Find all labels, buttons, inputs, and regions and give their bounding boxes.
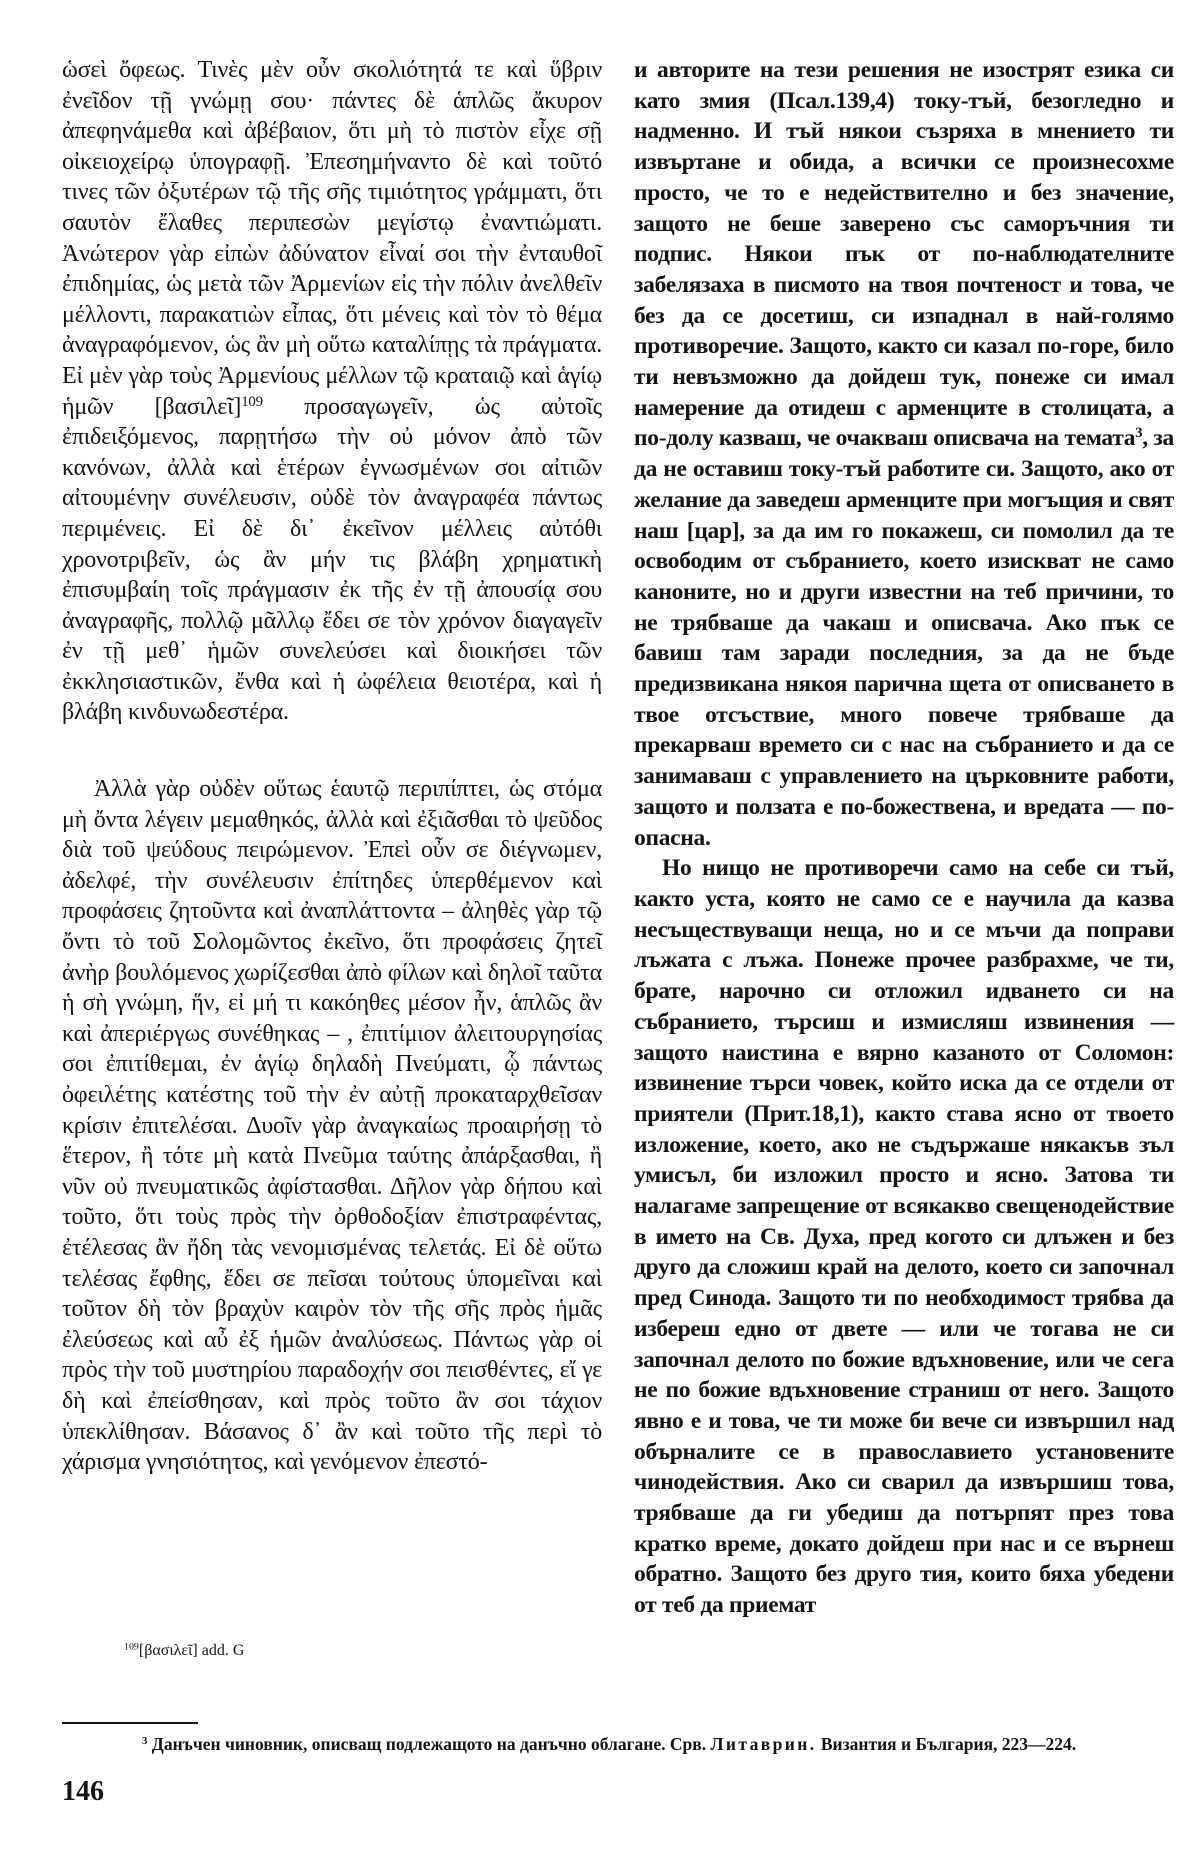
bulgarian-footnote-author: Литаврин. — [710, 1734, 817, 1754]
greek-paragraph-1-text: ὡσεὶ ὄφεως. Τινὲς μὲν οὖν σκολιότητά τε καὶ ὕβριν ἐνεῖδον τῇ γνώμῃ σου· πάντες δὲ ἁπλῶς ἄκυρον ἀπεφηνάμεθα καὶ ἀβέβαιον, ὅτι μὴ τὸ πιστὸν εἶχε σῇ οἰκειοχείρῳ ὑπογραφῇ. Ἐπεσημήναντο δὲ καὶ τοῦτό τινες τῶν ὀξυτέρων τῷ τῆς σῆς τιμιότητος γράμματι, ὅτι σαυτὸν ἔλαθες περιπεσὼν μεγίστῳ ἐναντιώματι. Ἀνώτερον γὰρ εἰπὼν ἀδύνατον εἶναί σοι τὴν ἐνταυθοῖ ἐπιδημίας, ὡς μετὰ τῶν Ἀρμενίων εἰς τὴν πόλιν ἀνελθεῖν μέλλοντι, παρακατιὼν εἶπας, ὅτι μένεις καὶ τὸν τὸ θέμα ἀναγραφόμενον, ὡς ἂν μὴ οὕτω καταλίπῃς τὰ πράγματα. Εἰ μὲν γὰρ τοὺς Ἀρμενίους μέλλων τῷ κραταιῷ καὶ ἁγίῳ ἡμῶν [βασιλεῖ] — [62, 57, 602, 420]
bulgarian-paragraph-2: Но нищо не противоречи само на себе си тъй, както уста, която не само се е научила да казва несъществуващи неща, но и се мъчи да поправи лъжата с лъжа. Понеже прочее разбрахме, че ти, брате, нарочно си отложил идването си на събранието, търсиш и измисляш извинения — защото наистина е вярно казаното от Соломон: извинение търси човек, който иска да се отдели от приятели (Прит.18,1), както става ясно от твоето изложение, което, ако не съдържаше някакъв зъл умисъл, би изложил просто и ясно. Затова ти налагаме запрещение от всякакво свещенодействие в името на Св. Духа, пред когото си длъжен и без друго да сложиш край на делото, което си започнал пред Синода. Защото ти по необходимост трябва да избереш едно от двете — или че тогава не си започнал делото по божие вдъхновение, или че сега не по божие вдъхновение страниш от него. Защото явно е и това, че ти може би вече си извършил над обърналите се в православието установените чинодействия. Ако си сварил да извършиш това, трябваше да ги убедиш да потърпят през това кратко време, докато дойдеш при нас и се върнеш обратно. Защото без друго тия, които бяха убедени от теб да приемат — [634, 855, 1174, 1619]
greek-paragraph-1-continued: προσαγωγεῖν, ὡς αὐτοῖς ἐπιδειξόμενος, παρῃτήσω τὴν οὐ μόνον ἀπὸ τῶν κανόνων, ἀλλὰ καὶ ἑτέρων ἐγνωσμένων σοι αἰτιῶν αἰτουμένην συνέλευσιν, οὐδὲ τὸν ἀναγραφέα πάντως περιμένεις. Εἰ δὲ δι᾽ ἐκεῖνον μέλλεις αὐτόθι χρονοτριβεῖν, ὡς ἂν μήν τις βλάβη χρηματικὴ ἐπισυμβαίη τοῖς πράγμασιν ἐκ τῆς ἐν τῇ ἀπουσίᾳ σου ἀναγραφῆς, πολλῷ μᾶλλῳ ἔδει σε τὸν χρόνον διαγαγεῖν ἐν τῇ μεθ᾽ ἡμῶν συνελεύσει καὶ διοικήσει τῶν ἐκκλησιαστικῶν, ἔνθα καὶ ἡ ὠφέλεια θειοτέρα, καὶ ἡ βλάβη κινδυνωδεστέρα. — [62, 393, 602, 726]
greek-footnote-text: [βασιλεῖ] add. G — [138, 1642, 245, 1659]
footnote-ref-3: 3 — [1135, 425, 1143, 442]
bulgarian-text-column — [634, 55, 1174, 1621]
bulgarian-paragraph-1 — [634, 55, 1174, 853]
page-number: 146 — [62, 1776, 104, 1807]
bulgarian-paragraph-1-continued: , за да не оставиш току-тъй работите си. Защото, ако от желание да заведеш арменците при могъщия и свят наш [цар], за да им го покажеш, си помолил да те освободим от събранието, което изискват не само каноните, но и други известни на теб причини, то не трябваше да чакаш и описвача. Ако пък се бавиш там заради последния, за да не бъде предизвикана някоя парична щета от описването в твое отсъствие, много повече трябваше да прекарваш времето си с нас на събранието и да се занимаваш с управлението на църковните работи, защото и ползата е по-божествена, и вредата — по-опасна. — [634, 425, 1174, 851]
bulgarian-footnote-text-b: Византия и България, 223—224. — [820, 1734, 1077, 1754]
bulgarian-footnote-number: 3 — [142, 1735, 148, 1748]
greek-paragraph-2: Ἀλλὰ γὰρ οὐδὲν οὕτως ἑαυτῷ περιπίπτει, ὡς στόμα μὴ ὄντα λέγειν μεμαθηκός, ἀλλὰ καὶ ἐξιᾶσθαι τὸ ψεῦδος διὰ τοῦ ψεύδους πειρώμενον. Ἐπεὶ οὖν σε διέγνωμεν, ἀδελφέ, τὴν συνέλευσιν ἐπίτηδες ὑπερθέμενον καὶ προφάσεις ζητοῦντα καὶ ἀναπλάττοντα – ἀληθὲς γὰρ τῷ ὄντι τὸ τοῦ Σολομῶντος ἐκεῖνο, ὅτι προφάσεις ζητεῖ ἀνὴρ βουλόμενος χωρίζεσθαι ἀπὸ φίλων καὶ δηλοῖ ταῦτα ἡ σὴ γνώμη, ἥν, εἰ μή τι κακόηθες μέσον ἦν, ἁπλῶς ἂν καὶ ἀπεριέργως συνέθηκας – , ἐπιτίμιον ἀλειτουργησίας σοι ἐπιτίθεμαι, ἐν ἁγίῳ δηλαδὴ Πνεύματι, ᾧ πάντως ὀφειλέτης κατέστης τοῦ τὴν ἐν αὐτῇ προκαταρχθεῖσαν κρίσιν ἐπιτελέσαι. Δυοῖν γὰρ ἀναγκαίως προαιρήσῃ τὸ ἕτερον, ἢ τότε μὴ κατὰ Πνεῦμα ταύτης ἀπάρξασθαι, ἢ νῦν οὐ πνευματικῶς ἀφίστασθαι. Δῆλον γὰρ δήπου καὶ τοῦτο, ὅτι τοὺς πρὸς τὴν ὀρθοδοξίαν ἐπιστραφέντας, ἐτέλεσας ἂν ἤδη τὰς νενομισμένας τελετάς. Εἰ δὲ οὕτω τελέσας ἔφθης, ἔδει σε πεῖσαι τούτους ὑπομεῖναι καὶ τοῦτον δὴ τὸν βραχὺν καιρὸν τὸν τῆς σῆς πρὸς ἡμᾶς ἐλεύσεως καὶ αὖ ἐξ ἡμῶν ἀναλύσεως. Πάντως γὰρ οἱ πρὸς τὴν τοῦ μυστηρίου παραδοχήν σοι πεισθέντες, εἴ γε δὴ καὶ ἐπείσθησαν, καὶ πρὸς τοῦτο ἂν σοι τάχιον ὑπεκλίθησαν. Βάσανος δ᾽ ἂν καὶ τοῦτο τῆς περὶ τὸ χάρισμα γνησιότητος, καὶ γενόμενον ἐπεστό- — [62, 776, 602, 1476]
greek-text-column — [62, 55, 602, 1478]
bulgarian-paragraph-1-text: и авторите на тези решения не изострят езика си като змия (Псал.139,4) току-тъй, безогледно и надменно. И тъй някои съзряха в мнението ти извъртане и обида, а всички се произнесохме просто, че то е недействително и без значение, защото не беше заверено със саморъчния ти подпис. Някои пък от по-наблюдателните забелязаха в писмото на твоя почтеност и това, че без да се досетиш, си изпаднал в най-голямо противоречие. Защото, както си казал по-горе, било ти невъзможно да дойдеш тук, понеже си имал намерение да отидеш с арменците в столицата, а по-долу казваш, че очакваш описвача на темата — [634, 57, 1174, 452]
greek-footnote-number: 109 — [124, 1641, 139, 1653]
bulgarian-footnote-text-a: Данъчен чиновник, описващ подлежащото на данъчно облагане. Срв. — [151, 1734, 707, 1754]
greek-footnote — [124, 1642, 244, 1660]
bulgarian-footnote — [62, 1732, 1182, 1756]
footnote-divider — [62, 1722, 198, 1724]
greek-paragraph-1 — [62, 55, 602, 728]
footnote-ref-109: 109 — [241, 393, 263, 410]
